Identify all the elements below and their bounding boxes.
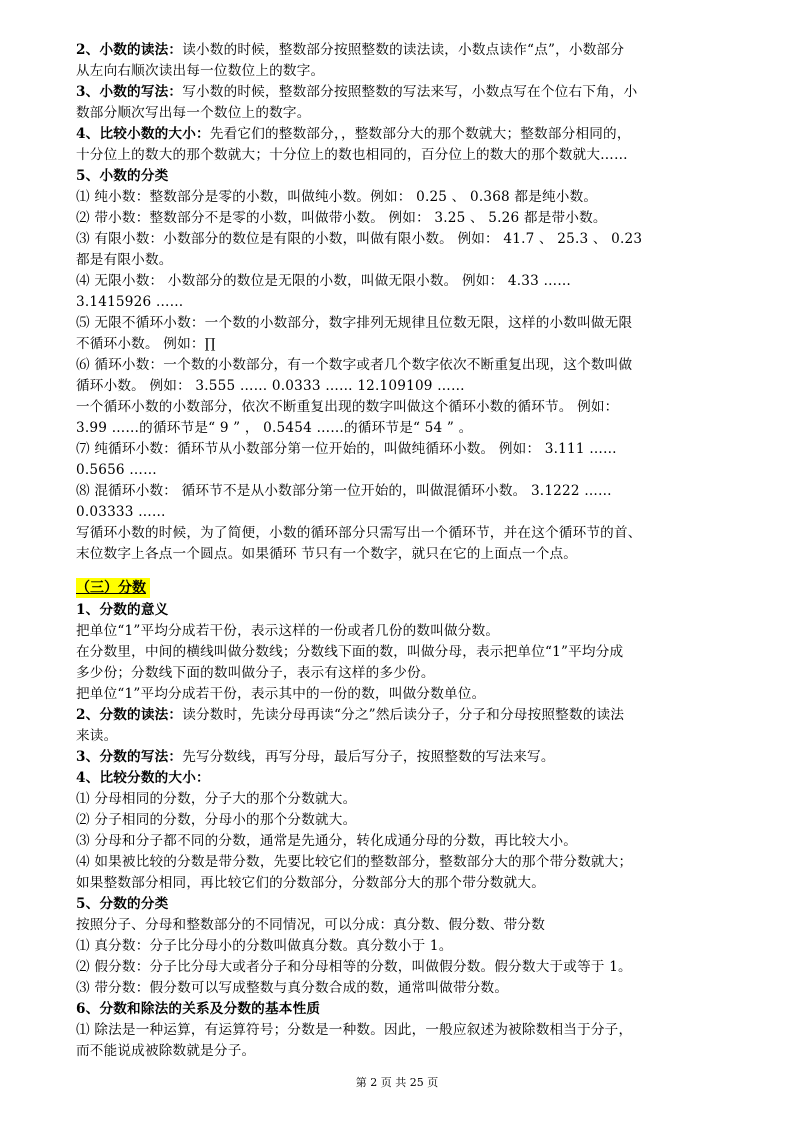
text-line bbox=[76, 229, 642, 250]
text-line bbox=[76, 642, 623, 663]
line-text: ⑸ 无限不循环小数：一个数的小数部分，数字排列无规律且位数无限，这样的小数叫做无限 bbox=[76, 315, 633, 331]
line-text: 读分数时，先读分母再读“分之”然后读分子，分子和分母按照整数的读法 bbox=[182, 707, 625, 723]
text-line bbox=[76, 831, 577, 852]
inline-heading: 6、分数和除法的关系及分数的基本性质 bbox=[76, 1001, 321, 1017]
line-text: 写循环小数的时候，为了简便，小数的循环部分只需写出一个循环节，并在这个循环节的首、 bbox=[76, 525, 642, 541]
line-text: ⑴ 分母相同的分数，分子大的那个分数就大。 bbox=[76, 791, 357, 807]
text-line bbox=[76, 460, 157, 481]
text-line bbox=[76, 334, 216, 355]
text-line bbox=[76, 663, 435, 684]
line-text: 末位数字上各点一个圆点。如果循环 节只有一个数字，就只在它的上面点一个点。 bbox=[76, 546, 578, 562]
line-text: ⑻ 混循环小数： 循环节不是从小数部分第一位开始的，叫做混循环小数。 3.1222 …… bbox=[76, 483, 612, 499]
line-text: 按照分子、分母和整数部分的不同情况，可以分成：真分数、假分数、带分数 bbox=[76, 917, 545, 933]
line-text: 不循环小数。 例如：∏ bbox=[76, 336, 216, 352]
text-line bbox=[76, 873, 545, 894]
line-text: ⑵ 假分数：分子比分母大或者分子和分母相等的分数，叫做假分数。假分数大于或等于 1。 bbox=[76, 959, 632, 975]
line-text: ⑴ 真分数：分子比分母小的分数叫做真分数。真分数小于 1。 bbox=[76, 938, 453, 954]
text-line bbox=[76, 768, 210, 789]
text-line bbox=[76, 250, 173, 271]
line-text: ⑵ 带小数：整数部分不是零的小数，叫做带小数。 例如： 3.25 、 5.26 都是带小数。 bbox=[76, 210, 607, 226]
text-line bbox=[76, 145, 628, 166]
section-heading-text: （三）分数 bbox=[76, 580, 146, 596]
text-line bbox=[76, 705, 624, 726]
text-line bbox=[76, 124, 631, 145]
text-line bbox=[76, 523, 642, 544]
text-line bbox=[76, 936, 453, 957]
text-line bbox=[76, 313, 632, 334]
inline-heading: 3、分数的写法： bbox=[76, 749, 183, 765]
text-line bbox=[76, 61, 324, 82]
section-heading-fractions bbox=[76, 578, 150, 598]
inline-heading: 2、小数的读法： bbox=[76, 42, 183, 58]
text-line bbox=[76, 103, 311, 124]
text-line bbox=[76, 600, 168, 621]
line-text: 把单位“1”平均分成若干份，表示这样的一份或者几份的数叫做分数。 bbox=[76, 623, 500, 639]
text-line bbox=[76, 502, 166, 523]
text-line bbox=[76, 82, 637, 103]
text-line bbox=[76, 187, 597, 208]
line-text: ⑹ 循环小数：一个数的小数部分，有一个数字或者几个数字依次不断重复出现，这个数叫做 bbox=[76, 357, 633, 373]
text-line bbox=[76, 726, 117, 747]
line-text: 0.03333 …… bbox=[76, 504, 166, 520]
inline-heading: 1、分数的意义 bbox=[76, 602, 169, 618]
text-line bbox=[76, 810, 356, 831]
line-text: 从左向右顺次读出每一位数位上的数字。 bbox=[76, 63, 325, 79]
line-text: 十分位上的数大的那个数就大；十分位上的数也相同的，百分位上的数大的那个数就大…… bbox=[76, 147, 628, 163]
text-line bbox=[76, 1041, 255, 1062]
line-text: ⑵ 分子相同的分数，分母小的那个分数就大。 bbox=[76, 812, 357, 828]
line-text: 把单位“1”平均分成若干份，表示其中的一份的数，叫做分数单位。 bbox=[76, 686, 486, 702]
line-text: 如果整数部分相同，再比较它们的分数部分，分数部分大的那个带分数就大。 bbox=[76, 875, 545, 891]
line-text: 来读。 bbox=[76, 728, 118, 744]
text-line bbox=[76, 397, 618, 418]
line-text: 3.99 ……的循环节是“ 9 ” ， 0.5454 ……的循环节是“ 54 ” 。 bbox=[76, 420, 473, 436]
line-text: ⑷ 无限小数： 小数部分的数位是无限的小数，叫做无限小数。 例如： 4.33 …… bbox=[76, 273, 572, 289]
line-text: 数部分顺次写出每一个数位上的数字。 bbox=[76, 105, 311, 121]
line-text: ⑴ 纯小数：整数部分是零的小数，叫做纯小数。例如： 0.25 、 0.368 都是纯小数。 bbox=[76, 189, 598, 205]
line-text: 一个循环小数的小数部分，依次不断重复出现的数字叫做这个循环小数的循环节。 例如： bbox=[76, 399, 619, 415]
text-line bbox=[76, 957, 632, 978]
text-line bbox=[76, 355, 632, 376]
text-line bbox=[76, 978, 508, 999]
text-line bbox=[76, 747, 555, 768]
line-text: 写小数的时候，整数部分按照整数的写法来写，小数点写在个位右下角，小 bbox=[182, 84, 638, 100]
text-line bbox=[76, 166, 168, 187]
line-text: ⑶ 带分数：假分数可以写成整数与真分数合成的数，通常叫做带分数。 bbox=[76, 980, 509, 996]
inline-heading: 2、分数的读法： bbox=[76, 707, 183, 723]
line-text: 0.5656 …… bbox=[76, 462, 157, 478]
text-line bbox=[76, 789, 356, 810]
text-line bbox=[76, 544, 577, 565]
inline-heading: 5、分数的分类 bbox=[76, 896, 169, 912]
line-text: ⑷ 如果被比较的分数是带分数，先要比较它们的整数部分，整数部分大的那个带分数就大； bbox=[76, 854, 633, 870]
inline-heading: 4、比较小数的大小： bbox=[76, 126, 210, 142]
inline-heading: 5、小数的分类 bbox=[76, 168, 169, 184]
inline-heading: 3、小数的写法： bbox=[76, 84, 183, 100]
line-text: 先看它们的整数部分，，整数部分大的那个数就大；整数部分相同的， bbox=[209, 126, 631, 142]
text-line bbox=[76, 621, 499, 642]
text-line bbox=[76, 1020, 632, 1041]
text-line bbox=[76, 376, 465, 397]
text-line bbox=[76, 481, 612, 502]
line-text: 多少份；分数线下面的数叫做分子，表示有这样的多少份。 bbox=[76, 665, 435, 681]
inline-heading: 4、比较分数的大小： bbox=[76, 770, 210, 786]
text-line bbox=[76, 894, 168, 915]
text-line bbox=[76, 439, 617, 460]
line-text: ⑺ 纯循环小数：循环节从小数部分第一位开始的，叫做纯循环小数。 例如： 3.111 …… bbox=[76, 441, 617, 457]
text-line bbox=[76, 40, 624, 61]
page-footer: 第 2 页 共 25 页 bbox=[355, 1076, 439, 1089]
line-text: 先写分数线，再写分母，最后写分子，按照整数的写法来写。 bbox=[182, 749, 555, 765]
line-text: 而不能说成被除数就是分子。 bbox=[76, 1043, 256, 1059]
text-line bbox=[76, 915, 545, 936]
line-text: 读小数的时候，整数部分按照整数的读法读，小数点读作“点”，小数部分 bbox=[182, 42, 625, 58]
text-line bbox=[76, 852, 632, 873]
line-text: 都是有限小数。 bbox=[76, 252, 173, 268]
line-text: 循环小数。 例如： 3.555 …… 0.0333 …… 12.109109 …… bbox=[76, 378, 465, 394]
line-text: ⑶ 分母和分子都不同的分数，通常是先通分，转化成通分母的分数，再比较大小。 bbox=[76, 833, 578, 849]
text-line bbox=[76, 684, 485, 705]
line-text: ⑶ 有限小数：小数部分的数位是有限的小数，叫做有限小数。 例如： 41.7 、 25.3 、 0.23 bbox=[76, 231, 643, 247]
line-text: 在分数里，中间的横线叫做分数线；分数线下面的数，叫做分母，表示把单位“1”平均分成 bbox=[76, 644, 624, 660]
text-line bbox=[76, 418, 472, 439]
text-line bbox=[76, 271, 571, 292]
text-line bbox=[76, 208, 607, 229]
line-text: ⑴ 除法是一种运算，有运算符号；分数是一种数。因此，一般应叙述为被除数相当于分子， bbox=[76, 1022, 633, 1038]
line-text: 3.1415926 …… bbox=[76, 294, 184, 310]
text-line bbox=[76, 999, 320, 1020]
text-line bbox=[76, 292, 183, 313]
